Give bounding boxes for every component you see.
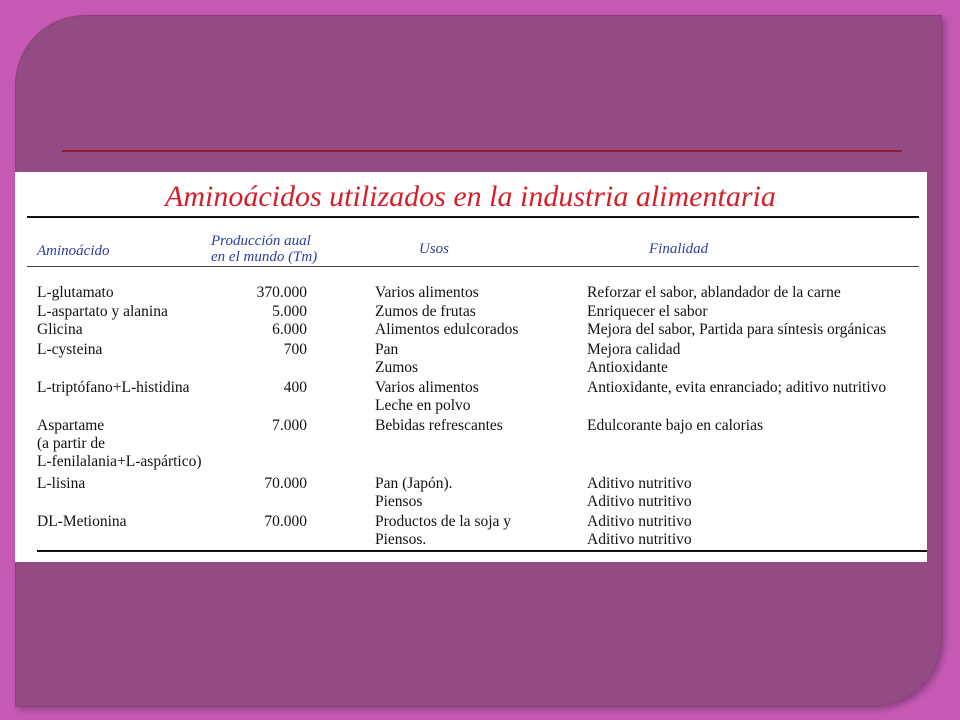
cell-aminoacido: L-triptófano+L-histidina xyxy=(37,379,190,396)
cell-produccion: 370.000 xyxy=(256,284,307,301)
cell-aminoacido: DL-Metionina xyxy=(37,513,127,530)
cell-finalidad: Aditivo nutritivo xyxy=(587,475,692,492)
header-finalidad: Finalidad xyxy=(649,241,709,257)
cell-aminoacido: (a partir de xyxy=(37,435,105,452)
cell-usos: Zumos de frutas xyxy=(375,303,476,320)
table-top-rule xyxy=(27,216,919,218)
cell-usos: Pan xyxy=(375,341,399,358)
cell-aminoacido: L-fenilalania+L-aspártico) xyxy=(37,453,202,470)
cell-usos: Productos de la soja y xyxy=(375,513,512,530)
cell-produccion: 700 xyxy=(283,341,307,358)
cell-finalidad: Aditivo nutritivo xyxy=(587,493,692,510)
cell-finalidad: Antioxidante, evita enranciado; aditivo nutritivo xyxy=(587,379,887,396)
cell-usos: Piensos. xyxy=(375,531,427,548)
cell-aminoacido: L-aspartato y alanina xyxy=(37,303,168,320)
cell-aminoacido: L-cysteina xyxy=(37,341,103,358)
cell-usos: Leche en polvo xyxy=(375,397,471,414)
cell-produccion: 5.000 xyxy=(272,303,307,320)
cell-usos: Varios alimentos xyxy=(375,284,479,301)
cell-produccion: 70.000 xyxy=(264,475,307,492)
table-title: Aminoácidos utilizados en la industria alimentaria xyxy=(165,180,776,213)
header-usos: Usos xyxy=(419,241,450,257)
cell-finalidad: Reforzar el sabor, ablandador de la carne xyxy=(587,284,841,301)
cell-produccion: 400 xyxy=(283,379,307,396)
cell-aminoacido: L-lisina xyxy=(37,475,86,492)
title-divider xyxy=(62,150,902,152)
cell-aminoacido: L-glutamato xyxy=(37,284,114,301)
cell-finalidad: Mejora calidad xyxy=(587,341,681,358)
cell-produccion: 6.000 xyxy=(272,321,307,338)
cell-finalidad: Mejora del sabor, Partida para síntesis orgánicas xyxy=(587,321,887,338)
cell-usos: Zumos xyxy=(375,359,419,376)
cell-produccion: 7.000 xyxy=(272,417,307,434)
amino-acid-table xyxy=(15,172,927,562)
cell-aminoacido: Glicina xyxy=(37,321,83,338)
cell-finalidad: Antioxidante xyxy=(587,359,668,376)
cell-usos: Varios alimentos xyxy=(375,379,479,396)
header-produccion-line1: Producción aual xyxy=(211,233,311,249)
header-rule xyxy=(27,266,919,267)
header-produccion-line2: en el mundo (Tm) xyxy=(211,249,318,265)
cell-finalidad: Aditivo nutritivo xyxy=(587,531,692,548)
table-bottom-rule xyxy=(37,550,927,552)
cell-finalidad: Enriquecer el sabor xyxy=(587,303,708,320)
cell-finalidad: Edulcorante bajo en calorias xyxy=(587,417,764,434)
cell-produccion: 70.000 xyxy=(264,513,307,530)
cell-usos: Pan (Japón). xyxy=(375,475,453,492)
header-aminoacido: Aminoácido xyxy=(37,243,110,259)
cell-usos: Bebidas refrescantes xyxy=(375,417,503,434)
cell-finalidad: Aditivo nutritivo xyxy=(587,513,692,530)
cell-usos: Alimentos edulcorados xyxy=(375,321,519,338)
cell-usos: Piensos xyxy=(375,493,423,510)
cell-aminoacido: Aspartame xyxy=(37,417,105,434)
